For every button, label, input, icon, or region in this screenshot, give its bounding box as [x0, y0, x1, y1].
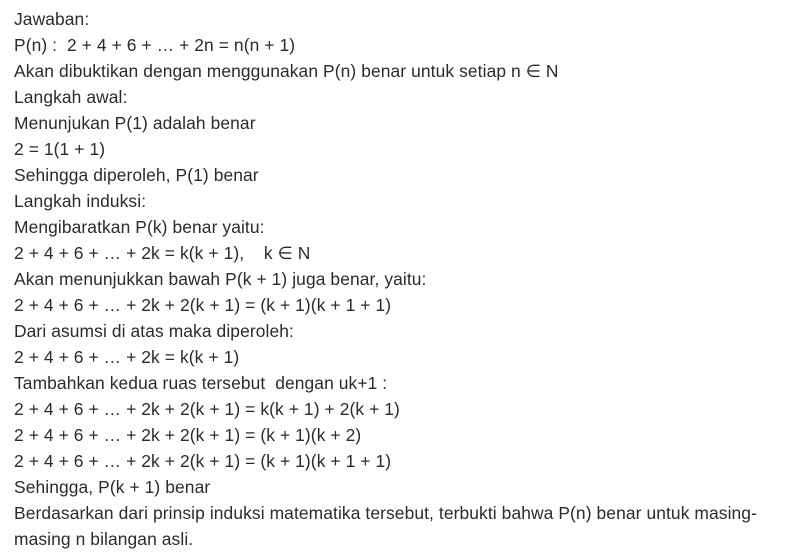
induction-hypothesis-equation: 2 + 4 + 6 + … + 2k = k(k + 1), k ∈ N [14, 243, 311, 263]
assumption-equation: 2 + 4 + 6 + … + 2k = k(k + 1) [14, 347, 240, 367]
assumption-label: Dari asumsi di atas maka diperoleh: [14, 321, 294, 341]
basis-step-conclusion: Sehingga diperoleh, P(1) benar [14, 165, 259, 185]
final-conclusion-paragraph: Berdasarkan dari prinsip induksi matematika tersebut, terbukti bahwa P(n) benar untuk masing-masing n bilangan asli. [14, 503, 757, 549]
basis-step-claim: Menunjukan P(1) adalah benar [14, 113, 256, 133]
induction-step-conclusion: Sehingga, P(k + 1) benar [14, 477, 211, 497]
derivation-step-1: 2 + 4 + 6 + … + 2k + 2(k + 1) = k(k + 1) + 2(k + 1) [14, 399, 400, 419]
proof-text-body [14, 6, 800, 552]
induction-goal-equation: 2 + 4 + 6 + … + 2k + 2(k + 1) = (k + 1)(k + 1 + 1) [14, 295, 392, 315]
basis-step-label: Langkah awal: [14, 87, 128, 107]
basis-step-calculation: 2 = 1(1 + 1) [14, 139, 106, 159]
derivation-step-2: 2 + 4 + 6 + … + 2k + 2(k + 1) = (k + 1)(k + 2) [14, 425, 362, 445]
add-both-sides-label: Tambahkan kedua ruas tersebut dengan uk+1 : [14, 373, 388, 393]
induction-goal-label: Akan menunjukkan bawah P(k + 1) juga benar, yaitu: [14, 269, 427, 289]
induction-hypothesis-label: Mengibaratkan P(k) benar yaitu: [14, 217, 265, 237]
proof-intro: Akan dibuktikan dengan menggunakan P(n) benar untuk setiap n ∈ N [14, 61, 559, 81]
induction-step-label: Langkah induksi: [14, 191, 147, 211]
answer-heading: Jawaban: [14, 9, 90, 29]
proposition-statement: P(n) : 2 + 4 + 6 + … + 2n = n(n + 1) [14, 35, 296, 55]
derivation-step-3: 2 + 4 + 6 + … + 2k + 2(k + 1) = (k + 1)(k + 1 + 1) [14, 451, 392, 471]
